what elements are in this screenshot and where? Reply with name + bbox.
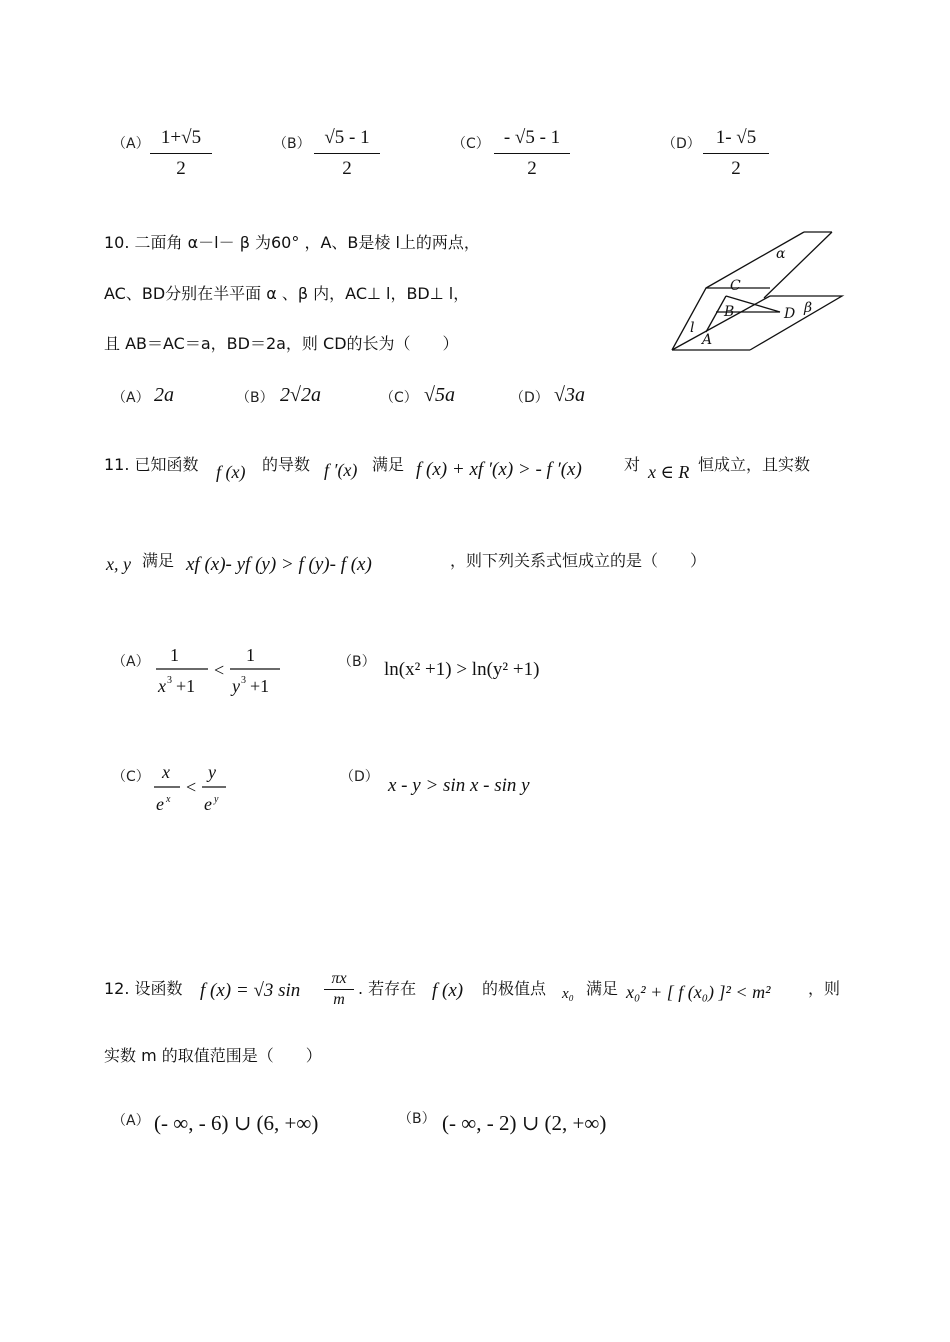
fraction: - √5 - 1 2 [494,126,570,181]
q11-option-c-label: （C） [112,769,150,785]
option-label: （B） [273,136,311,152]
figure-label-alpha: α [776,246,786,262]
q11-prefix: 11. 已知函数 [104,455,199,474]
dihedral-angle-figure [668,228,848,356]
svg-text:3: 3 [241,675,246,686]
svg-text:3: 3 [167,675,172,686]
q10-option-b-label: （B） [236,390,274,406]
q11-text: 的导数 [262,455,311,474]
svg-text:x: x [158,676,166,696]
q11-text: 对 [624,455,641,474]
option-label: （D） [662,136,701,152]
q11-text: 恒成立，且实数 [698,455,811,474]
svg-text:1: 1 [170,645,179,665]
figure-label-d: D [784,306,796,322]
q11-domain: x ∈ R [648,462,690,482]
q11-text: 满足 [142,551,175,570]
q10-option-c: √5a [424,384,455,406]
fraction: 1+√5 2 [150,126,212,181]
q12-option-b-label: （B） [398,1111,436,1127]
svg-text:e: e [204,794,212,814]
svg-text:y: y [214,794,219,805]
q10-option-d: √3a [554,384,585,406]
q12-fraction: πx m [324,970,354,1009]
q12-line2: 实数 m 的取值范围是（ ） [104,1046,322,1065]
q10-option-a: 2a [154,384,174,406]
option-label: （C） [452,136,490,152]
q11-option-a [150,640,290,704]
q12-option-b: (- ∞, - 2) ∪ (2, +∞) [442,1111,607,1135]
fraction: √5 - 1 2 [314,126,380,181]
q12-option-a: (- ∞, - 6) ∪ (6, +∞) [154,1111,319,1135]
q10-line3: 且 AB＝AC＝a，BD＝2a，则 CD的长为（ ） [104,334,459,353]
q11-option-d-label: （D） [340,769,379,785]
q11-option-a-label: （A） [112,654,150,670]
figure-label-beta: β [804,300,813,316]
q12-prefix: 12. 设函数 [104,979,183,998]
q12-text: . 若存在 [358,979,417,998]
q12-condition: x₀² + [ f (x₀) ]² < m² [626,982,771,1002]
svg-text:<: < [186,777,197,797]
q10-line2: AC、BD分别在半平面 α 、β 内，AC⊥ l，BD⊥ l， [104,284,470,303]
svg-text:e: e [156,794,164,814]
q12-text: ，则 [808,979,841,998]
q11-inequality: f (x) + xf ′(x) > - f ′(x) [416,459,582,480]
q11-option-c [150,760,240,820]
q10-option-b: 2√2a [280,384,321,406]
figure-label-l: l [690,320,695,336]
q11-vars: x, y [106,554,131,574]
figure-label-b: B [724,304,735,320]
q11-option-d: x - y > sin x - sin y [388,775,530,796]
svg-text:<: < [214,660,225,680]
q12-function: f (x) = √3 sin [200,980,301,1001]
svg-text:x: x [166,794,171,805]
q12-x0: x₀ [562,986,574,1002]
q11-option-b-label: （B） [338,654,376,670]
q10-option-d-label: （D） [510,390,549,406]
option-label: （A） [112,136,150,152]
svg-text:+1: +1 [250,676,270,696]
svg-text:x: x [162,762,170,782]
q11-f: f (x) [216,462,246,482]
q11-text: 满足 [372,455,405,474]
figure-label-c: C [730,278,741,294]
svg-text:y: y [208,762,216,782]
q10-option-c-label: （C） [380,390,418,406]
figure-label-a: A [702,332,713,348]
fraction: 1- √5 2 [703,126,769,181]
q10-line1: 10. 二面角 α－l－ β 为60° ，A、B是棱 l上的两点， [104,233,480,252]
svg-text:1: 1 [246,645,255,665]
q11-fprime: f ′(x) [324,460,358,480]
q12-text: 满足 [586,979,619,998]
q10-option-a-label: （A） [112,390,150,406]
q12-f: f (x) [432,980,464,1001]
q11-condition: xf (x)- yf (y) > f (y)- f (x) [186,554,372,575]
q11-text: ，则下列关系式恒成立的是（ ） [450,551,707,570]
svg-text:y: y [232,676,240,696]
svg-text:+1: +1 [176,676,196,696]
q12-text: 的极值点 [482,979,547,998]
q11-option-b: ln(x² +1) > ln(y² +1) [384,659,540,680]
q12-option-a-label: （A） [112,1113,150,1129]
